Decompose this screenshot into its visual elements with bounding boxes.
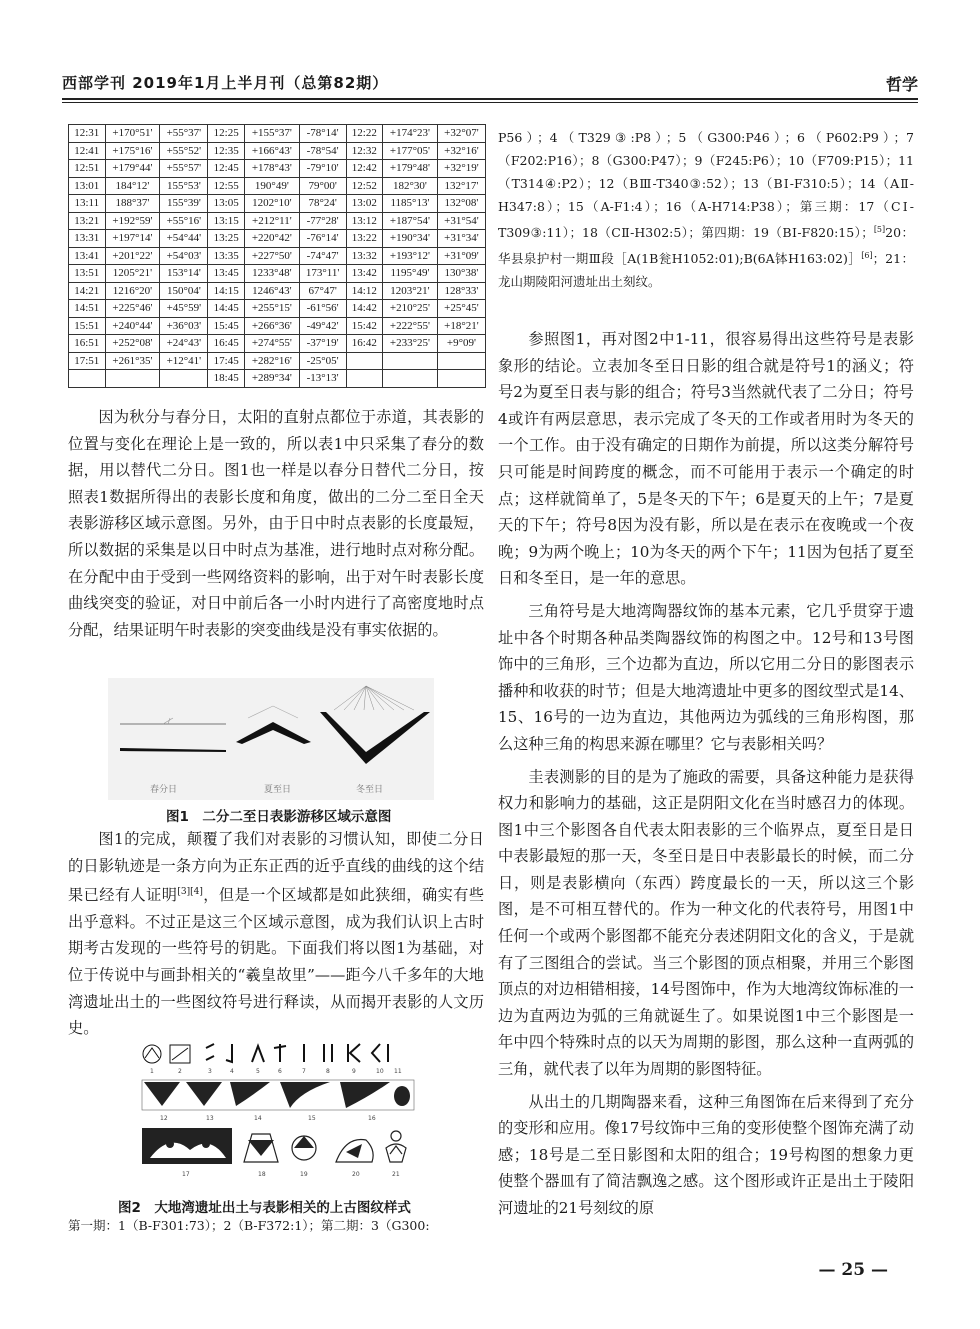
table-cell: +212°11' (244, 212, 299, 230)
header-rule (62, 98, 918, 100)
table-cell: 67°47' (299, 282, 346, 300)
table-cell: +166°43' (244, 142, 299, 160)
table-cell: 14:42 (346, 300, 383, 318)
table-row (69, 195, 486, 213)
svg-text:21: 21 (392, 1171, 400, 1178)
table-cell: -78°14' (299, 125, 346, 143)
table-cell: +9°09' (437, 335, 485, 353)
table-cell: +252°08' (105, 335, 160, 353)
table-cell: 1203°21' (383, 282, 438, 300)
table-cell: 1195°49' (383, 265, 438, 283)
table-cell: 14:12 (346, 282, 383, 300)
table-cell: 13:11 (69, 195, 106, 213)
table-cell: 15:45 (208, 317, 245, 335)
table-row (69, 142, 486, 160)
table-row (69, 125, 486, 143)
table-row (69, 177, 486, 195)
table-cell: +36°03' (160, 317, 208, 335)
table-cell: 13:51 (69, 265, 106, 283)
table-row (69, 300, 486, 318)
table-cell: 13:32 (346, 247, 383, 265)
table-cell: 1202°10' (244, 195, 299, 213)
table-row (69, 212, 486, 230)
table-cell: +54°03' (160, 247, 208, 265)
table-cell: 1216°20' (105, 282, 160, 300)
table-cell: +55°16' (160, 212, 208, 230)
table-cell: +31°09' (437, 247, 485, 265)
table-cell: +179°48' (383, 160, 438, 178)
table-cell: +55°37' (160, 125, 208, 143)
table-cell: +197°14' (105, 230, 160, 248)
table-cell: 13:42 (346, 265, 383, 283)
table-cell: 13:01 (69, 177, 106, 195)
table-cell: 12:22 (346, 125, 383, 143)
table-cell: 16:51 (69, 335, 106, 353)
table-cell (346, 352, 383, 370)
table-cell: 14:21 (69, 282, 106, 300)
table-cell: +261°35' (105, 352, 160, 370)
table-cell: 184°12' (105, 177, 160, 195)
svg-text:13: 13 (206, 1115, 214, 1122)
table-cell: 13:05 (208, 195, 245, 213)
table-cell: 190°49' (244, 177, 299, 195)
table-cell: 13:22 (346, 230, 383, 248)
table-row (69, 370, 486, 388)
table-cell: +32°16' (437, 142, 485, 160)
svg-text:18: 18 (258, 1171, 266, 1178)
paragraph: 圭表测影的目的是为了施政的需要，具备这种能力是获得权力和影响力的基础，这正是阴阳文化在当时感召力的体现。图1中三个影图各自代表太阳表影的三个临界点，夏至日是日中表影最短的那一天，冬至日是日中表影最长的时候，而二分日，则是表影横向（东西）跨度最长的一天，所以这三个影图，是不可相互替代的。作为一种文化的代表符号，用图1中任何一个或两个影图都不能充分表述阴阳文化的含义，于是就有了三图组合的尝试。当三个影图的顶点相聚，并用三个影图顶点的对边相错相接，14号图饰中，作为大地湾纹饰标准的一边为直两边为弧的三角就诞生了。如果说图1中三个影图是一年中四个特殊时点的以天为周期的影图，那么这种一直两弧的三角，就代表了以年为周期的影图特征。 (498, 767, 914, 1079)
svg-text:16: 16 (368, 1115, 376, 1122)
table-cell: 14:15 (208, 282, 245, 300)
paragraph: 三角符号是大地湾陶器纹饰的基本元素，它几乎贯穿于遗址中各个时期各种品类陶器纹饰的构图之中。12号和13号图饰中的三角形，三个边都为直边，所以它用二分日的影图表示播种和收获的时节；但是大地湾遗址中更多的图纹型式是14、15、16号的一边为直边，其他两边为弧线的三角形构图，那么这种三角的构思来源在哪里？它与表影相关吗？ (498, 601, 914, 753)
table-cell: +187°54' (383, 212, 438, 230)
table-cell: 12:55 (208, 177, 245, 195)
table-cell: 12:31 (69, 125, 106, 143)
svg-text:4: 4 (230, 1068, 234, 1075)
svg-text:1: 1 (150, 1068, 154, 1075)
svg-text:9: 9 (352, 1068, 356, 1075)
table-cell (69, 370, 106, 388)
svg-text:6: 6 (278, 1068, 282, 1075)
table-cell: 182°30' (383, 177, 438, 195)
table-cell: +175°16' (105, 142, 160, 160)
table-cell: 153°14' (160, 265, 208, 283)
table-row (69, 335, 486, 353)
svg-text:5: 5 (256, 1068, 260, 1075)
figure-2-caption: 图2 大地湾遗址出土与表影相关的上古图纹样式 (118, 1200, 411, 1216)
table-row (69, 352, 486, 370)
paragraph: 图1的完成，颠覆了我们对表影的习惯认知，即使二分日的日影轨迹是一条方向为正东正西的近乎直线的曲线的这个结果已经有人证明[3][4]，但是一个区域都是如此狭细，确实有些出乎意料。不过正是这三个区域示意图，成为我们认识上古时期考古发现的一些符号的钥匙。下面我们将以图1为基础，对位于传说中与画卦相关的“羲皇故里”——距今八千多年的大地湾遗址出土的一些图纹符号进行释读，从而揭开表影的人文历史。 (68, 830, 485, 1038)
fig1-label: 夏至日 (264, 785, 292, 795)
fig1-label: 冬至日 (356, 785, 384, 795)
shadow-region-diagram (108, 678, 434, 800)
table-cell: 15:51 (69, 317, 106, 335)
table-row (69, 317, 486, 335)
table-cell: +193°12' (383, 247, 438, 265)
table-cell: -37°19' (299, 335, 346, 353)
svg-text:17: 17 (182, 1171, 190, 1178)
left-column-body-2 (68, 826, 484, 1042)
table-cell: +282°16' (244, 352, 299, 370)
table-cell: -78°54' (299, 142, 346, 160)
table-cell: +210°25' (383, 300, 438, 318)
table-cell: 13:12 (346, 212, 383, 230)
table-cell: +289°34' (244, 370, 299, 388)
table-cell: +155°37' (244, 125, 299, 143)
table-cell (437, 370, 485, 388)
table-cell: +18°21' (437, 317, 485, 335)
paragraph: 参照图1，再对图2中1-11，很容易得出这些符号是表影象形的结论。立表加冬至日日影的组合就是符号1的涵义；符号2为夏至日表与影的组合；符号3当然就代表了二分日；符号4或许有两层意思，表示完成了冬天的工作或者用时为冬天的一个工作。由于没有确定的日期作为前提，所以这类分解符号只可能是时间跨度的概念，而不可能用于表示一个确定的时点；这样就简单了，5是冬天的下午；6是夏天的上午；7是夏天的下午；符号8因为没有影，所以是在表示在夜晚或一个夜晚；9为两个晚上；10为冬天的两个下午；11因为包括了夏至日和冬至日，是一年的意思。 (498, 330, 914, 588)
table-cell: +255°15' (244, 300, 299, 318)
table-cell: +32°19' (437, 160, 485, 178)
svg-text:11: 11 (394, 1068, 402, 1075)
pottery-pattern-grid (140, 1040, 416, 1190)
table-cell: +55°52' (160, 142, 208, 160)
table-cell: +274°55' (244, 335, 299, 353)
section-label: 哲学 (885, 75, 918, 94)
table-cell: 18:45 (208, 370, 245, 388)
left-column-body (68, 404, 484, 643)
table-cell: 1205°21' (105, 265, 160, 283)
table-cell: 128°33' (437, 282, 485, 300)
table-cell: 79°00' (299, 177, 346, 195)
svg-text:7: 7 (302, 1068, 306, 1075)
table-cell: 13:21 (69, 212, 106, 230)
svg-text:10: 10 (376, 1068, 384, 1075)
table-cell: +222°55' (383, 317, 438, 335)
right-column-body (498, 326, 914, 1222)
table-cell: +12°41' (160, 352, 208, 370)
table-cell: 12:42 (346, 160, 383, 178)
svg-text:19: 19 (300, 1171, 308, 1178)
table-cell: +45°59' (160, 300, 208, 318)
fig1-label: 春分日 (150, 785, 178, 795)
table-cell: -74°47' (299, 247, 346, 265)
table-cell: 130°38' (437, 265, 485, 283)
figure-2-refs-continued: P56）；4（T329③:P8）；5（G300:P46）；6（P602:P9）；7（F202:P16）；8（G300:P47）；9（F245:P6）；10（F709:P15）；11（T314④:P2）；12（BⅢ-T340③:52）；13（BⅠ-F310:5）；14（AⅡ-H347:8）；15（A-F1:4）；16（A-H714:P38）；第三期：17（CⅠ-T309③:11）；18（CⅡ-H302:5）；第四期：19（BⅠ-F820:15）；[5]20：华县泉护村一期Ⅲ段［A(1B瓮H1052:01);B(6A钵H163:02)］[6]；21：龙山期陵阳河遗址出土刻纹。 (498, 130, 915, 290)
table-cell: -25°05' (299, 352, 346, 370)
table-cell: 16:42 (346, 335, 383, 353)
svg-text:20: 20 (352, 1171, 360, 1178)
table-row (69, 247, 486, 265)
table-cell: +240°44' (105, 317, 160, 335)
table-row (69, 282, 486, 300)
table-cell: 12:41 (69, 142, 106, 160)
table-cell: +225°46' (105, 300, 160, 318)
table-cell: +220°42' (244, 230, 299, 248)
table-cell: 13:41 (69, 247, 106, 265)
table-cell: 12:51 (69, 160, 106, 178)
table-cell: 78°24' (299, 195, 346, 213)
table-cell: 14:51 (69, 300, 106, 318)
table-cell: 1233°48' (244, 265, 299, 283)
table-cell: -61°56' (299, 300, 346, 318)
page-number: — 25 — (818, 1260, 888, 1280)
table-cell: +24°43' (160, 335, 208, 353)
table-row (69, 230, 486, 248)
table-cell: 13:15 (208, 212, 245, 230)
svg-text:14: 14 (254, 1115, 262, 1122)
table-cell (105, 370, 160, 388)
svg-text:3: 3 (208, 1068, 212, 1075)
paragraph: 从出土的几期陶器来看，这种三角图饰在后来得到了充分的变形和应用。像17号纹饰中三角的变形使整个图饰充满了动感；18号是二至日影图和太阳的组合；19号构图的想象力更使整个器皿有了简洁飘逸之感。这个图形或许正是出土于陵阳河遗址的21号刻纹的原 (498, 1092, 914, 1217)
table-cell: +170°51' (105, 125, 160, 143)
table-cell: 12:52 (346, 177, 383, 195)
svg-text:15: 15 (308, 1115, 316, 1122)
table-cell: +54°44' (160, 230, 208, 248)
table-cell: 13:35 (208, 247, 245, 265)
page-header (62, 72, 918, 96)
journal-title: 西部学刊 2019年1月上半月刊（总第82期） (62, 74, 389, 92)
figure-2-refs: 第一期：1（B-F301:73）；2（B-F372:1）；第二期：3（G300: (68, 1218, 430, 1233)
table-cell: 13:31 (69, 230, 106, 248)
table-row (69, 265, 486, 283)
table-cell: 188°37' (105, 195, 160, 213)
header-rule-thin (62, 102, 918, 103)
table-cell: -49°42' (299, 317, 346, 335)
table-cell: 132°08' (437, 195, 485, 213)
table-cell: 17:51 (69, 352, 106, 370)
svg-text:8: 8 (326, 1068, 330, 1075)
table-cell (160, 370, 208, 388)
table-cell: 13:45 (208, 265, 245, 283)
table-cell: +177°05' (383, 142, 438, 160)
table-cell: 12:25 (208, 125, 245, 143)
table-cell: +190°34' (383, 230, 438, 248)
table-cell: 1185°13' (383, 195, 438, 213)
table-cell: 132°17' (437, 177, 485, 195)
table-cell: 12:32 (346, 142, 383, 160)
table-cell (383, 370, 438, 388)
table-cell: 150°04' (160, 282, 208, 300)
table-cell: +31°54' (437, 212, 485, 230)
table-cell: +174°23' (383, 125, 438, 143)
table-cell: +227°50' (244, 247, 299, 265)
table-cell: 13:02 (346, 195, 383, 213)
table-cell: 12:45 (208, 160, 245, 178)
table-cell: -77°28' (299, 212, 346, 230)
table-cell: +55°57' (160, 160, 208, 178)
table-cell (437, 352, 485, 370)
table-cell: +201°22' (105, 247, 160, 265)
table-cell: 17:45 (208, 352, 245, 370)
table-cell: +32°07' (437, 125, 485, 143)
table-cell: +31°34' (437, 230, 485, 248)
table-cell: 14:45 (208, 300, 245, 318)
table-cell: 155°39' (160, 195, 208, 213)
svg-text:2: 2 (178, 1068, 182, 1075)
table-cell: +266°36' (244, 317, 299, 335)
table-cell: 12:35 (208, 142, 245, 160)
table-cell: -79°10' (299, 160, 346, 178)
table-row (69, 160, 486, 178)
table-cell: +25°45' (437, 300, 485, 318)
table-cell: 15:42 (346, 317, 383, 335)
table-cell: 13:25 (208, 230, 245, 248)
svg-text:12: 12 (160, 1115, 168, 1122)
table-cell: 16:45 (208, 335, 245, 353)
figure-2 (140, 1040, 416, 1190)
table-cell: -13°13' (299, 370, 346, 388)
figure-1-caption: 图1 二分二至日表影游移区域示意图 (166, 809, 392, 825)
table-cell: +179°44' (105, 160, 160, 178)
table-cell (383, 352, 438, 370)
table-cell: +192°59' (105, 212, 160, 230)
paragraph: 因为秋分与春分日，太阳的直射点都位于赤道，其表影的位置与变化在理论上是一致的，所以表1中只采集了春分的数据，用以替代二分日。图1也一样是以春分日替代二分日，按照表1数据所得出的表影长度和角度，做出的二分二至日全天表影游移区域示意图。另外，由于日中时点表影的长度最短，所以数据的采集是以日中时点为基准，进行地时点对称分配。在分配中由于受到一些网络资料的影响，出于对午时表影长度曲线突变的验证，对日中前后各一小时内进行了高密度地时点分配，结果证明午时表影的突变曲线是没有事实依据的。 (68, 408, 484, 639)
figure-1 (108, 678, 434, 800)
table-cell: 155°53' (160, 177, 208, 195)
table-cell: +178°43' (244, 160, 299, 178)
table-cell: +233°25' (383, 335, 438, 353)
table-cell: 1246°43' (244, 282, 299, 300)
angle-data-table (68, 124, 486, 388)
table-cell (346, 370, 383, 388)
table-cell: 173°11' (299, 265, 346, 283)
table-cell: -76°14' (299, 230, 346, 248)
